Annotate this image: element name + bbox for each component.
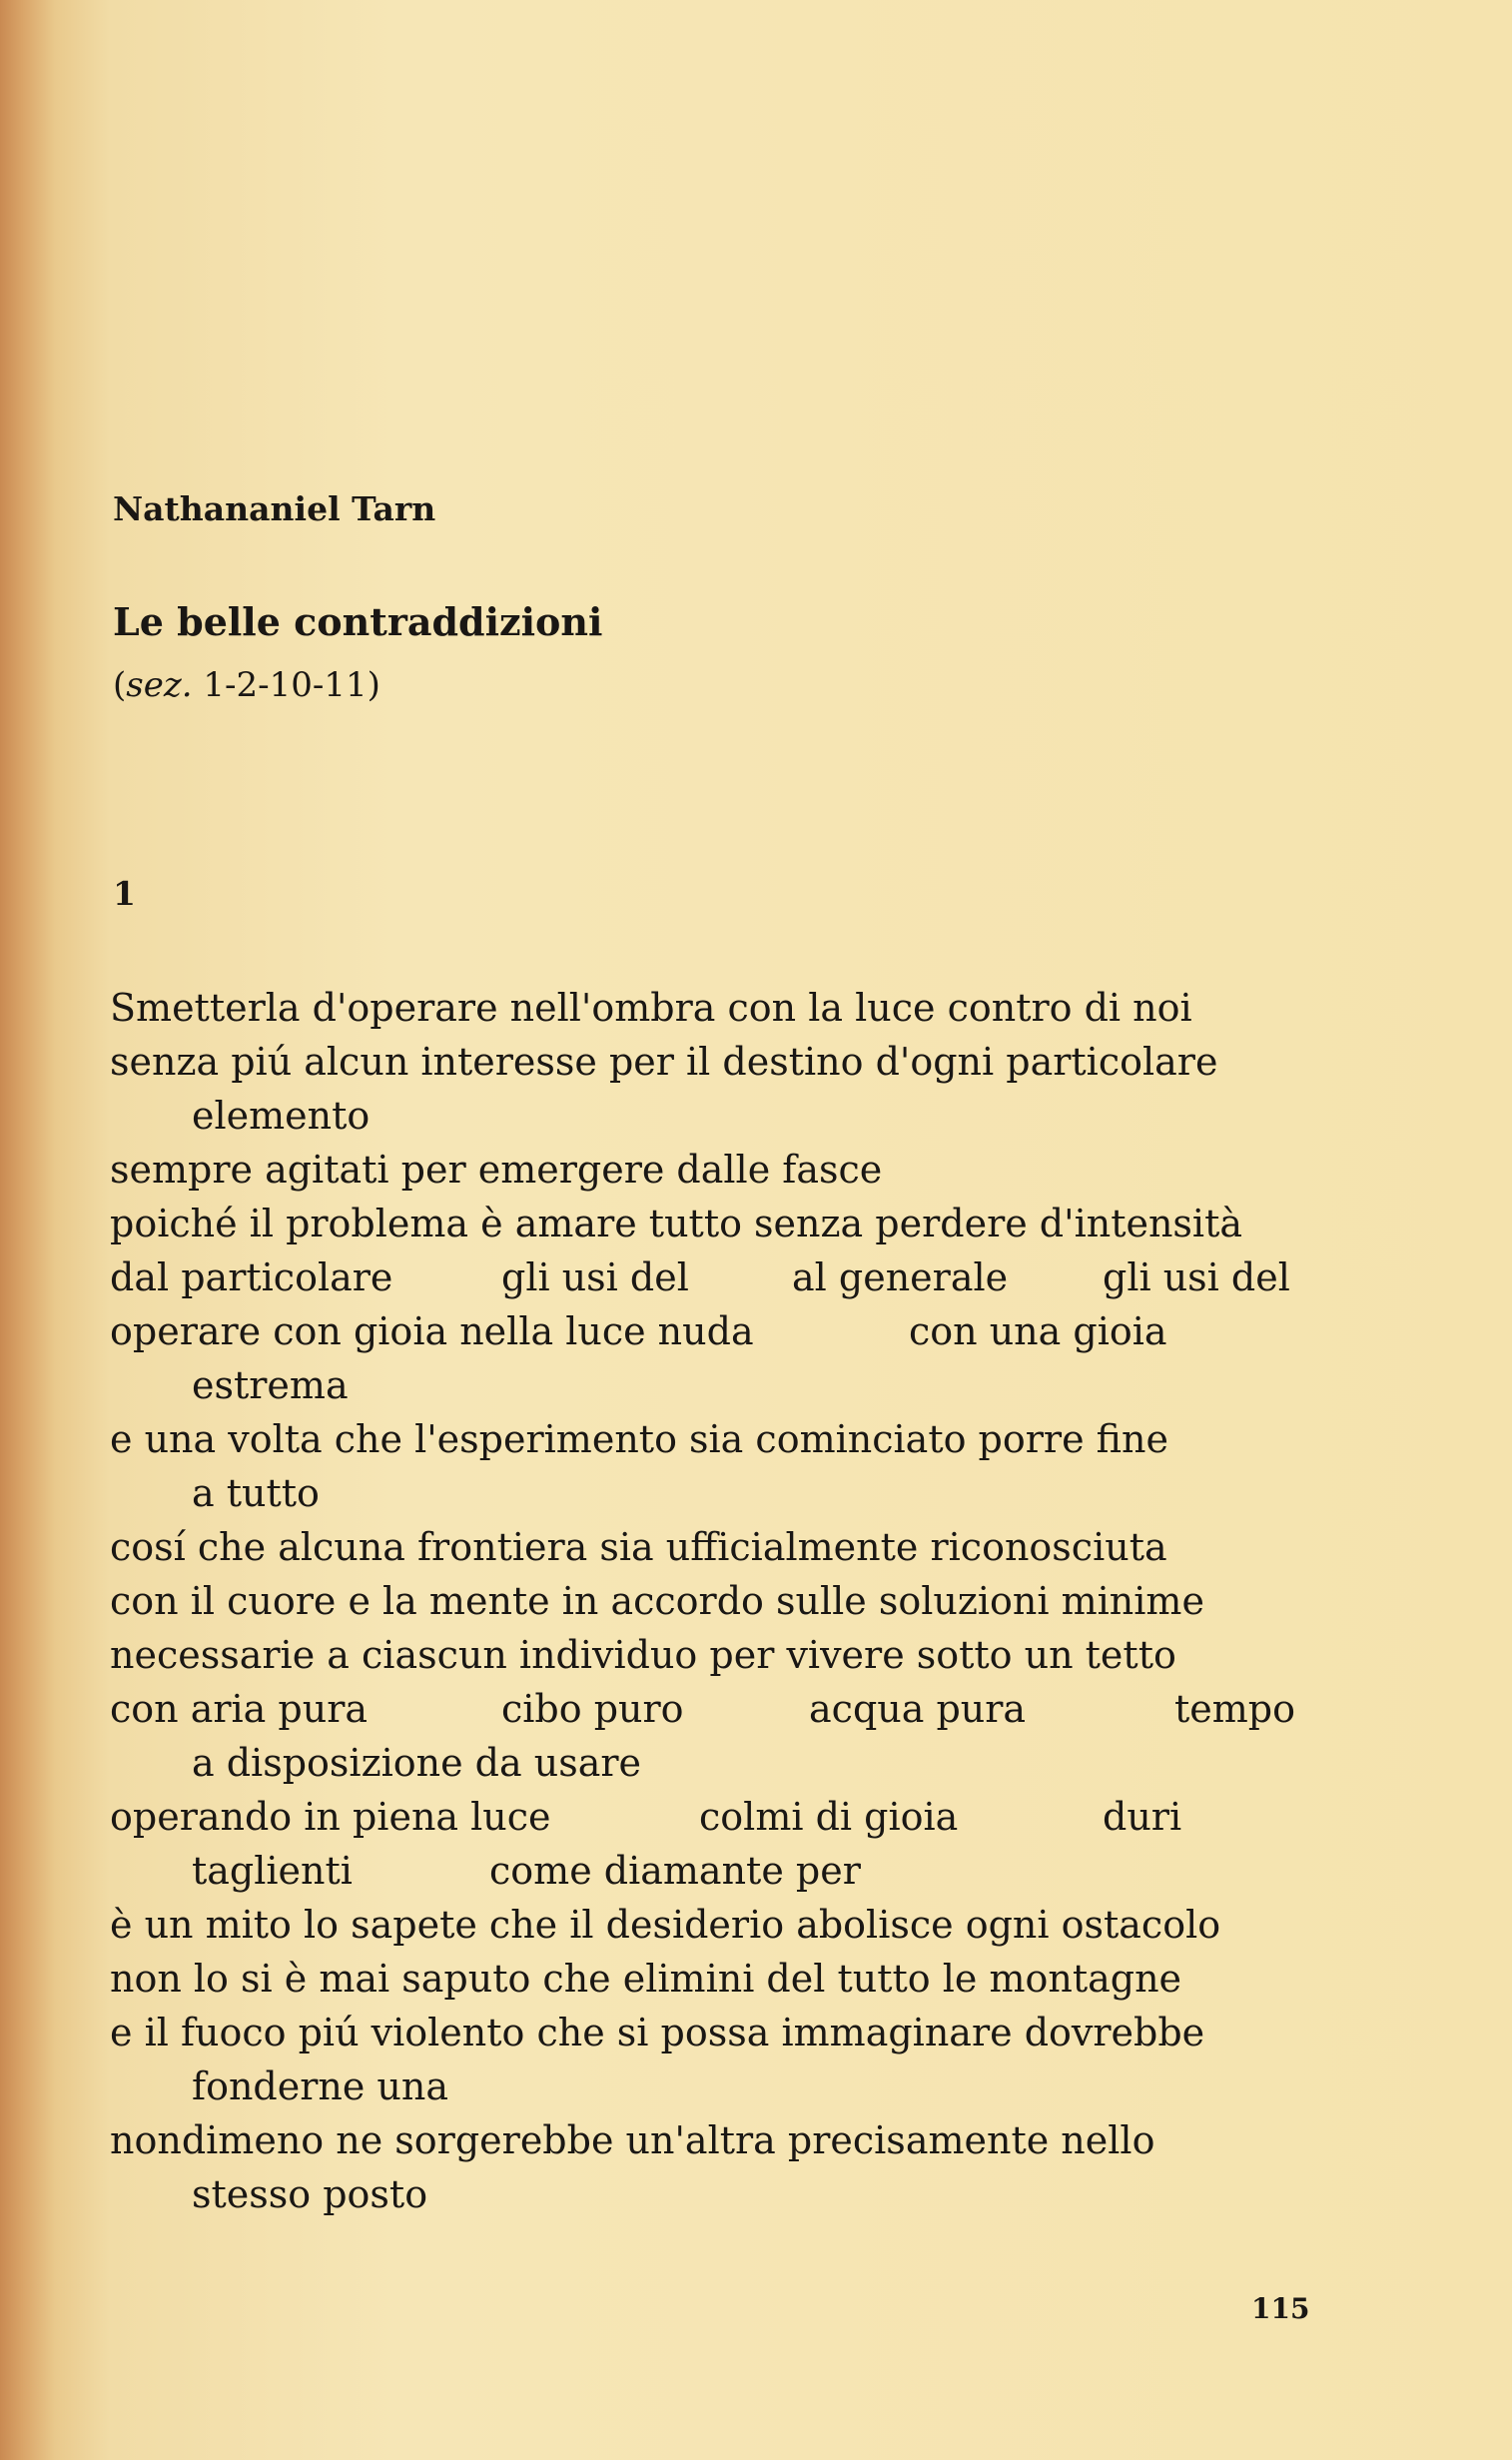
poem-line: senza piú alcun interesse per il destino d'ogni particolare xyxy=(110,1040,1218,1084)
poem-line: sempre agitati per emergere dalle fasce xyxy=(110,1148,883,1192)
poem-line: elemento xyxy=(192,1094,371,1138)
poem-line-segment: dal particolare xyxy=(110,1255,393,1299)
poem-subtitle xyxy=(113,665,380,705)
poem-line: stesso posto xyxy=(192,2172,428,2216)
page-number: 115 xyxy=(1251,2292,1310,2325)
poem-line-segment: cibo puro xyxy=(501,1687,684,1731)
poem-line: e una volta che l'esperimento sia cominciato porre fine xyxy=(110,1417,1168,1461)
poem-line: con il cuore e la mente in accordo sulle soluzioni minime xyxy=(110,1579,1204,1623)
poem-line-segment: al generale xyxy=(792,1255,1009,1299)
poem-line-segment: tempo xyxy=(1174,1687,1295,1731)
subtitle-sections: 1-2-10-11) xyxy=(192,665,380,705)
poem-line: cosí che alcuna frontiera sia ufficialmente riconosciuta xyxy=(110,1525,1167,1569)
poem-line: non lo si è mai saputo che elimini del tutto le montagne xyxy=(110,1957,1182,2001)
poem-line-segment: gli usi del xyxy=(1103,1255,1290,1299)
poem-line: poiché il problema è amare tutto senza perdere d'intensità xyxy=(110,1202,1243,1245)
subtitle-italic: sez. xyxy=(126,665,193,705)
section-number: 1 xyxy=(113,874,136,913)
poem-line: è un mito lo sapete che il desiderio abolisce ogni ostacolo xyxy=(110,1903,1221,1947)
poem-line-segment: con una gioia xyxy=(909,1309,1167,1353)
poem-line-segment: come diamante per xyxy=(489,1849,861,1893)
poem-line-segment: colmi di gioia xyxy=(699,1795,959,1839)
poem-line: a disposizione da usare xyxy=(192,1741,642,1785)
poem-line: fonderne una xyxy=(192,2064,449,2108)
poem-line: Smetterla d'operare nell'ombra con la luce contro di noi xyxy=(110,986,1192,1030)
poem-title: Le belle contraddizioni xyxy=(113,599,603,644)
author-name: Nathananiel Tarn xyxy=(113,489,436,528)
subtitle-open-paren: ( xyxy=(113,665,127,705)
poem-line-segment: taglienti xyxy=(192,1849,353,1893)
poem-line: e il fuoco piú violento che si possa immaginare dovrebbe xyxy=(110,2011,1205,2054)
poem-line-segment: operare con gioia nella luce nuda xyxy=(110,1309,754,1353)
poem-line: necessarie a ciascun individuo per vivere sotto un tetto xyxy=(110,1633,1176,1677)
poem-line: nondimeno ne sorgerebbe un'altra precisamente nello xyxy=(110,2118,1155,2162)
poem-line-segment: operando in piena luce xyxy=(110,1795,551,1839)
poem-line-segment: acqua pura xyxy=(809,1687,1027,1731)
poem-line-segment: gli usi del xyxy=(501,1255,689,1299)
poem-line: a tutto xyxy=(192,1471,320,1515)
poem-line-segment: con aria pura xyxy=(110,1687,369,1731)
poem-line-segment: duri xyxy=(1103,1795,1182,1839)
poem-line: estrema xyxy=(192,1363,349,1407)
